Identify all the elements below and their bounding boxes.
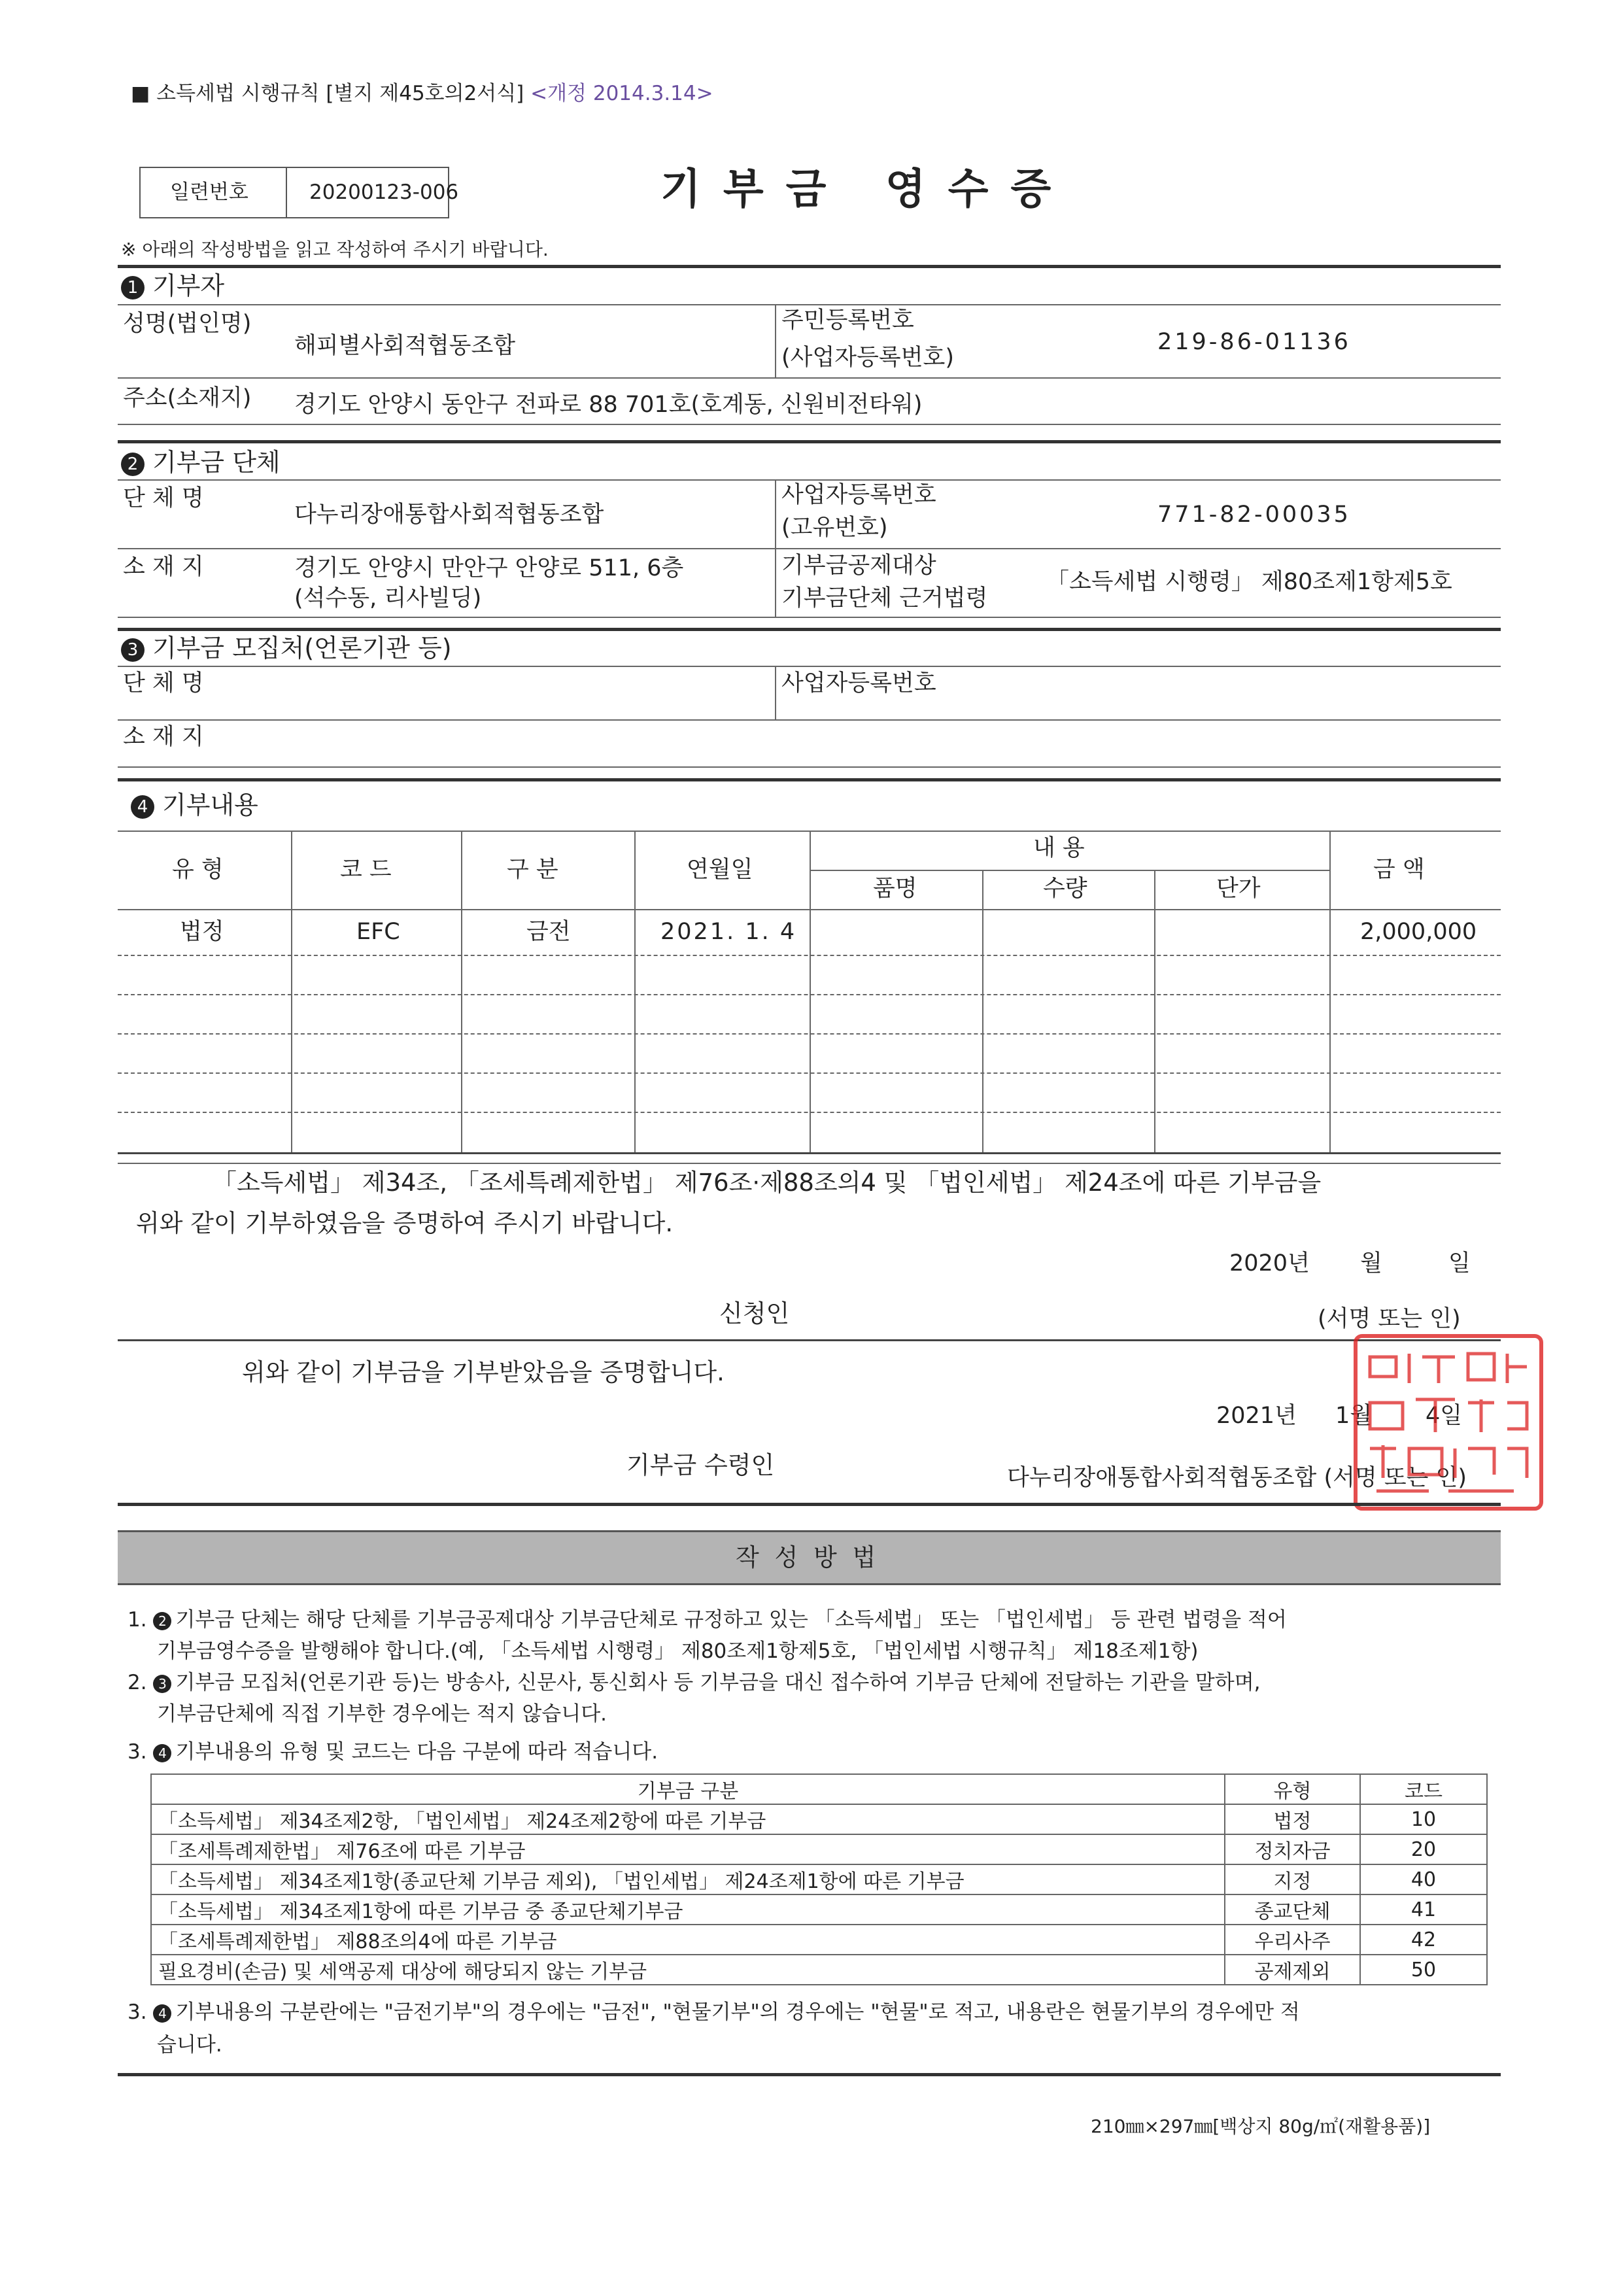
org-uniqueno-label: (고유번호) xyxy=(781,515,888,541)
row-amount: 2,000,000 xyxy=(1360,919,1477,945)
code-table-header: 유형 xyxy=(1225,1774,1360,1804)
method-item-3 xyxy=(128,1742,658,1762)
header-date: 연월일 xyxy=(687,857,753,883)
code-desc: 「소득세법」 제34조제1항에 따른 기부금 중 종교단체기부금 xyxy=(151,1894,1225,1925)
code-type: 법정 xyxy=(1225,1804,1360,1834)
org-location-label: 소 재 지 xyxy=(123,554,204,580)
table-row xyxy=(151,1925,1487,1955)
org-location-value-1: 경기도 안양시 만안구 안양로 511, 6층 xyxy=(294,555,684,581)
item-1-line-1: 기부금 단체는 해당 단체를 기부금공제대상 기부금단체로 규정하고 있는 「소득세법」 또는 「법인세법」 등 관련 법령을 적어 xyxy=(175,1608,1287,1632)
code-table-header: 코드 xyxy=(1360,1774,1487,1804)
org-name-label: 단 체 명 xyxy=(123,485,204,511)
page-title: 기부금 영수증 xyxy=(660,165,1074,214)
agency-reg-label: 사업자등록번호 xyxy=(781,670,936,696)
statement-date-year: 2020년 xyxy=(1229,1250,1310,1277)
code-value: 40 xyxy=(1360,1864,1487,1894)
certification-date-year: 2021년 xyxy=(1216,1403,1297,1429)
item-2-line-1: 기부금 모집처(언론기관 등)는 방송사, 신문사, 통신회사 등 기부금을 대신 접수하여 기부금 단체에 전달하는 기관을 말하며, xyxy=(175,1671,1261,1694)
code-type: 정치자금 xyxy=(1225,1834,1360,1864)
item-number: 3. xyxy=(128,2000,147,2024)
table-row xyxy=(151,1955,1487,1985)
receiver-name: 다누리장애통합사회적협동조합 (서명 또는 인) xyxy=(1007,1465,1467,1491)
section2-title: 기부금 단체 xyxy=(152,448,281,477)
section1-heading xyxy=(121,273,224,300)
serial-value: 20200123-006 xyxy=(309,180,459,204)
item-3-text: 기부내용의 유형 및 코드는 다음 구분에 따라 적습니다. xyxy=(175,1740,658,1764)
agency-location-label: 소 재 지 xyxy=(123,724,204,750)
serial-box xyxy=(139,167,459,218)
row-category: 금전 xyxy=(526,919,571,945)
section-number-icon: 4 xyxy=(153,1744,171,1762)
code-desc: 「조세특례제한법」 제88조의4에 따른 기부금 xyxy=(151,1925,1225,1955)
section1-title: 기부자 xyxy=(152,271,225,300)
org-basis-value: 「소득세법 시행령」 제80조제1항제5호 xyxy=(1046,569,1452,595)
section3-heading xyxy=(121,636,452,662)
section-number-icon: 3 xyxy=(153,1675,171,1693)
code-type: 공제제외 xyxy=(1225,1955,1360,1985)
org-reg-value: 771-82-00035 xyxy=(1157,502,1351,528)
donor-bizno-label: (사업자등록번호) xyxy=(781,345,954,371)
section4-heading xyxy=(131,793,258,819)
agency-name-label: 단 체 명 xyxy=(123,670,204,696)
donor-address-value: 경기도 안양시 동안구 전파로 88 701호(호계동, 신원비전타워) xyxy=(294,392,923,418)
code-type: 우리사주 xyxy=(1225,1925,1360,1955)
header-category: 구 분 xyxy=(507,857,558,883)
header-amount: 금 액 xyxy=(1373,857,1425,883)
donor-address-label: 주소(소재지) xyxy=(123,385,252,411)
applicant-label: 신청인 xyxy=(719,1299,790,1328)
section2-heading xyxy=(121,450,281,476)
header-code: 코 드 xyxy=(340,857,392,883)
code-table-header: 기부금 구분 xyxy=(151,1774,1225,1804)
method-item-2-line-2: 기부금단체에 직접 기부한 경우에는 적지 않습니다. xyxy=(157,1702,607,1726)
method-item-4-line-2: 습니다. xyxy=(157,2033,222,2057)
donor-name-value: 해피별사회적협동조합 xyxy=(294,333,516,359)
form-header xyxy=(131,84,713,104)
section-number-icon: 2 xyxy=(153,1612,171,1630)
code-value: 10 xyxy=(1360,1804,1487,1834)
org-basis-label-2: 기부금단체 근거법령 xyxy=(781,585,988,611)
method-item-1-line-2: 기부금영수증을 발행해야 합니다.(예, 「소득세법 시행령」 제80조제1항제5호, 「법인세법 시행규칙」 제18조제1항) xyxy=(157,1639,1199,1663)
organization-seal-icon xyxy=(1350,1331,1546,1514)
square-icon: ■ xyxy=(131,82,150,105)
donor-id-value: 219-86-01136 xyxy=(1157,329,1351,355)
section3-title: 기부금 모집처(언론기관 등) xyxy=(152,634,452,662)
instruction-note: ※ 아래의 작성방법을 읽고 작성하여 주시기 바랍니다. xyxy=(121,239,549,260)
header-content: 내 용 xyxy=(1033,835,1085,861)
code-desc: 필요경비(손금) 및 세액공제 대상에 해당되지 않는 기부금 xyxy=(151,1955,1225,1985)
item-number: 1. xyxy=(128,1608,147,1632)
code-table xyxy=(150,1773,1488,1985)
header-type: 유 형 xyxy=(172,857,224,883)
table-row xyxy=(151,1864,1487,1894)
item-number: 2. xyxy=(128,1671,147,1694)
certification-date-month: 1월 xyxy=(1335,1403,1373,1429)
item-4-line-1: 기부내용의 구분란에는 "금전기부"의 경우에는 "금전", "현물기부"의 경우에는 "현물"로 적고, 내용란은 현물기부의 경우에만 적 xyxy=(175,2000,1300,2024)
code-value: 20 xyxy=(1360,1834,1487,1864)
code-type: 지정 xyxy=(1225,1864,1360,1894)
form-header-text: 소득세법 시행규칙 [별지 제45호의2서식] xyxy=(156,82,524,105)
receiver-label: 기부금 수령인 xyxy=(626,1451,775,1479)
item-number: 3. xyxy=(128,1740,147,1764)
code-desc: 「소득세법」 제34조제2항, 「법인세법」 제24조제2항에 따른 기부금 xyxy=(151,1804,1225,1834)
org-location-value-2: (석수동, 리사빌딩) xyxy=(294,585,482,611)
statement-line-1: 「소득세법」 제34조, 「조세특례제한법」 제76조·제88조의4 및 「법인세법」 제24조에 따른 기부금을 xyxy=(213,1169,1322,1197)
applicant-sign-note: (서명 또는 인) xyxy=(1318,1306,1461,1332)
code-value: 42 xyxy=(1360,1925,1487,1955)
section-number-icon: 4 xyxy=(131,795,154,819)
section-number-icon: 1 xyxy=(121,276,145,300)
code-desc: 「조세특례제한법」 제76조에 따른 기부금 xyxy=(151,1834,1225,1864)
code-type: 종교단체 xyxy=(1225,1894,1360,1925)
org-reg-label: 사업자등록번호 xyxy=(781,482,936,508)
statement-date-month: 월 xyxy=(1360,1250,1382,1277)
header-qty: 수량 xyxy=(1043,876,1087,902)
code-value: 50 xyxy=(1360,1955,1487,1985)
org-basis-label-1: 기부금공제대상 xyxy=(781,553,936,579)
method-item-2 xyxy=(128,1673,1261,1693)
certification-date-day: 4일 xyxy=(1426,1403,1463,1429)
revision-text: <개정 2014.3.14> xyxy=(530,82,713,105)
section4-title: 기부내용 xyxy=(162,791,258,819)
section-number-icon: 2 xyxy=(121,453,145,476)
code-desc: 「소득세법」 제34조제1항(종교단체 기부금 제외), 「법인세법」 제24조제1항에 따른 기부금 xyxy=(151,1864,1225,1894)
donor-id-label: 주민등록번호 xyxy=(781,307,914,334)
section-number-icon: 3 xyxy=(121,638,145,662)
method-item-1 xyxy=(128,1610,1287,1630)
method-bar xyxy=(118,1530,1501,1585)
paper-spec-footer: 210㎜×297㎜[백상지 80g/㎡(재활용품)] xyxy=(1091,2116,1431,2137)
section-number-icon: 4 xyxy=(153,2004,171,2023)
certification-text: 위와 같이 기부금을 기부받았음을 증명합니다. xyxy=(242,1358,725,1386)
org-name-value: 다누리장애통합사회적협동조합 xyxy=(294,502,604,528)
method-title: 작 성 방 법 xyxy=(736,1543,880,1571)
row-code: EFC xyxy=(356,919,400,945)
code-value: 41 xyxy=(1360,1894,1487,1925)
row-type: 법정 xyxy=(180,919,224,945)
table-row xyxy=(151,1834,1487,1864)
header-unit-price: 단가 xyxy=(1216,876,1261,902)
statement-date-day: 일 xyxy=(1448,1250,1471,1277)
donor-name-label: 성명(법인명) xyxy=(123,311,252,337)
table-row xyxy=(151,1804,1487,1834)
header-item: 품명 xyxy=(873,876,917,902)
row-date: 2021. 1. 4 xyxy=(660,919,797,945)
table-row xyxy=(151,1894,1487,1925)
method-item-4 xyxy=(128,2002,1300,2023)
statement-line-2: 위와 같이 기부하였음을 증명하여 주시기 바랍니다. xyxy=(136,1209,674,1237)
serial-label: 일련번호 xyxy=(170,180,248,204)
